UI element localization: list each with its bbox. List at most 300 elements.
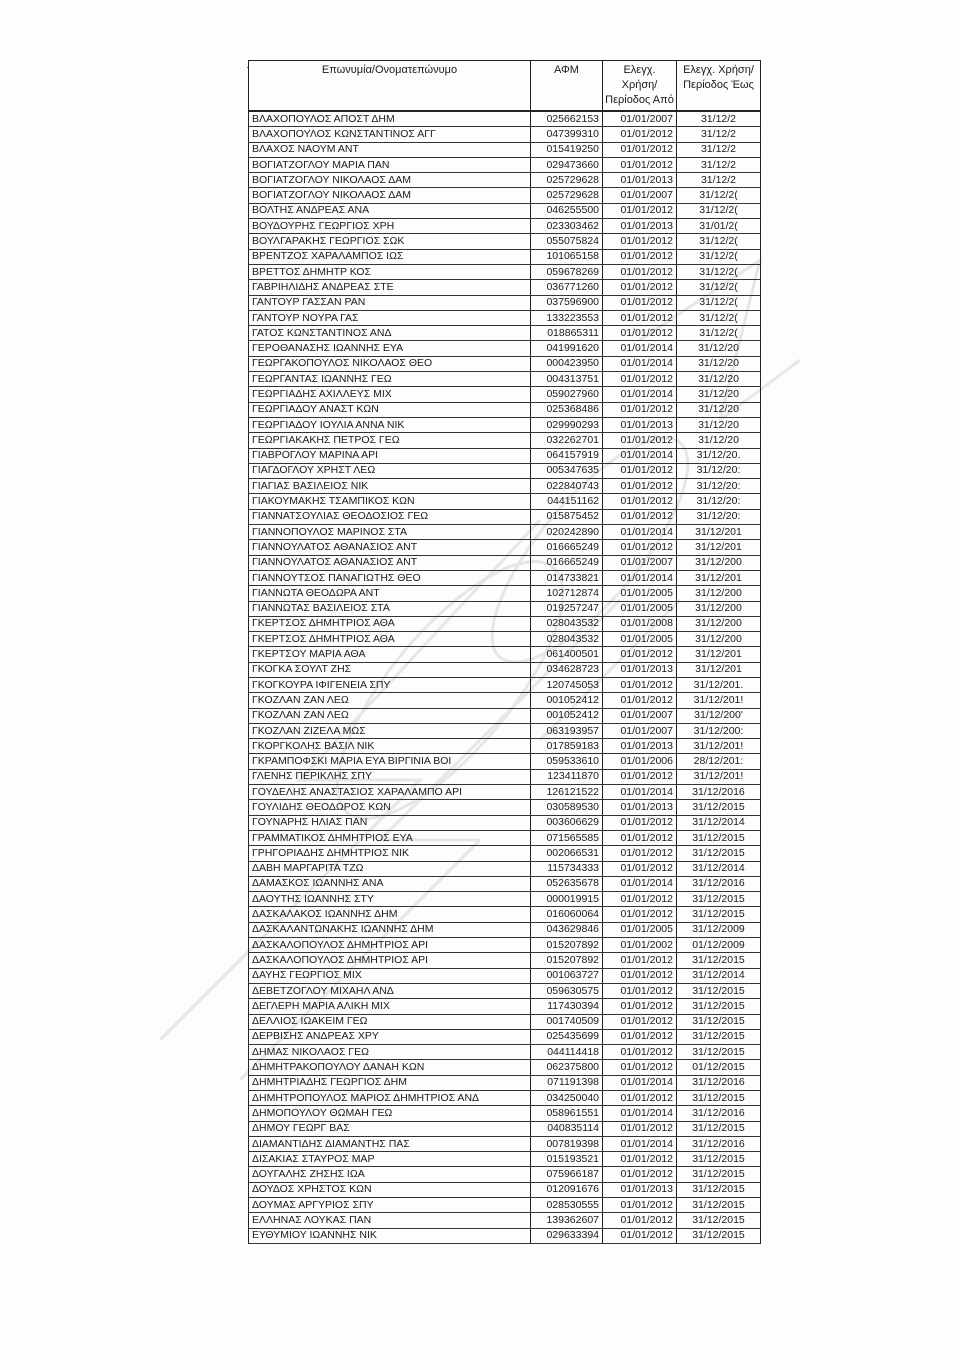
cell-from: 01/01/2014 <box>603 387 677 402</box>
cell-to: 31/12/2016 <box>677 876 761 891</box>
cell-to: 31/12/20 <box>677 356 761 371</box>
cell-name: ΓΕΩΡΓΑΚΟΠΟΥΛΟΣ ΝΙΚΟΛΑΟΣ ΘΕΟ <box>249 356 531 371</box>
cell-to: 31/12/2014 <box>677 861 761 876</box>
cell-to: 31/12/2016 <box>677 785 761 800</box>
cell-from: 01/01/2002 <box>603 938 677 953</box>
cell-name: ΓΙΑΝΝΩΤΑΣ ΒΑΣΙΛΕΙΟΣ ΣΤΑ <box>249 601 531 616</box>
table-row <box>249 356 761 371</box>
cell-afm: 101065158 <box>531 249 603 264</box>
cell-afm: 007819398 <box>531 1136 603 1151</box>
table-row <box>249 1045 761 1060</box>
cell-from: 01/01/2012 <box>603 280 677 295</box>
cell-to: 31/12/20. <box>677 448 761 463</box>
cell-afm: 059630575 <box>531 983 603 998</box>
table-row <box>249 540 761 555</box>
cell-name: ΔΗΜΑΣ ΝΙΚΟΛΑΟΣ ΓΕΩ <box>249 1045 531 1060</box>
cell-afm: 061400501 <box>531 647 603 662</box>
cell-name: ΓΕΩΡΓΙΑΔΗΣ ΑΧΙΛΛΕΥΣ ΜΙΧ <box>249 387 531 402</box>
cell-to: 31/12/20: <box>677 479 761 494</box>
cell-afm: 029990293 <box>531 417 603 432</box>
cell-to: 31/12/2015 <box>677 892 761 907</box>
cell-to: 31/12/2016 <box>677 1106 761 1121</box>
cell-from: 01/01/2012 <box>603 1029 677 1044</box>
header-name: Επωνυμία/Ονοματεπώνυμο <box>249 61 531 112</box>
table-row <box>249 739 761 754</box>
cell-afm: 001063727 <box>531 968 603 983</box>
cell-afm: 123411870 <box>531 769 603 784</box>
cell-to: 31/12/200 <box>677 601 761 616</box>
table-row <box>249 509 761 524</box>
cell-to: 31/12/2( <box>677 295 761 310</box>
cell-afm: 025368486 <box>531 402 603 417</box>
cell-afm: 071565585 <box>531 830 603 845</box>
cell-afm: 022840743 <box>531 479 603 494</box>
cell-name: ΒΛΑΧΟΠΟΥΛΟΣ ΚΩΝΣΤΑΝΤΙΝΟΣ ΑΓΓ <box>249 127 531 142</box>
cell-to: 31/12/2 <box>677 127 761 142</box>
table-row <box>249 341 761 356</box>
cell-afm: 062375800 <box>531 1060 603 1075</box>
cell-from: 01/01/2012 <box>603 892 677 907</box>
cell-name: ΔΙΑΜΑΝΤΙΔΗΣ ΔΙΑΜΑΝΤΗΣ ΠΑΣ <box>249 1136 531 1151</box>
cell-from: 01/01/2012 <box>603 1060 677 1075</box>
cell-to: 31/12/20 <box>677 372 761 387</box>
cell-afm: 102712874 <box>531 586 603 601</box>
cell-from: 01/01/2013 <box>603 417 677 432</box>
table-row <box>249 157 761 172</box>
cell-to: 31/12/2( <box>677 310 761 325</box>
table-row <box>249 632 761 647</box>
cell-to: 31/12/2( <box>677 188 761 203</box>
table-row <box>249 402 761 417</box>
cell-to: 31/12/2( <box>677 234 761 249</box>
cell-afm: 028043532 <box>531 616 603 631</box>
table-row <box>249 249 761 264</box>
cell-from: 01/01/2008 <box>603 616 677 631</box>
cell-to: 31/12/2014 <box>677 968 761 983</box>
cell-name: ΕΛΛΗΝΑΣ ΛΟΥΚΑΣ ΠΑΝ <box>249 1213 531 1228</box>
cell-from: 01/01/2012 <box>603 234 677 249</box>
cell-name: ΓΚΟΡΓΚΟΛΗΣ ΒΑΣΙΛ ΝΙΚ <box>249 739 531 754</box>
cell-from: 01/01/2005 <box>603 632 677 647</box>
cell-from: 01/01/2012 <box>603 907 677 922</box>
cell-name: ΒΡΕΤΤΟΣ ΔΗΜΗΤΡ ΚΟΣ <box>249 264 531 279</box>
table-row <box>249 570 761 585</box>
cell-from: 01/01/2012 <box>603 968 677 983</box>
cell-to: 31/12/2016 <box>677 1136 761 1151</box>
table-row <box>249 463 761 478</box>
cell-name: ΔΗΜΟΠΟΥΛΟΥ ΘΩΜΑΗ ΓΕΩ <box>249 1106 531 1121</box>
cell-name: ΓΕΩΡΓΙΑΔΟΥ ΑΝΑΣΤ ΚΩΝ <box>249 402 531 417</box>
cell-from: 01/01/2013 <box>603 800 677 815</box>
cell-from: 01/01/2012 <box>603 677 677 692</box>
cell-to: 31/12/20 <box>677 433 761 448</box>
cell-afm: 034628723 <box>531 662 603 677</box>
table-row <box>249 219 761 234</box>
table-row <box>249 800 761 815</box>
cell-to: 31/12/2015 <box>677 907 761 922</box>
cell-from: 01/01/2007 <box>603 723 677 738</box>
cell-to: 31/12/20 <box>677 341 761 356</box>
cell-name: ΔΑΣΚΑΛΑΚΟΣ ΙΩΑΝΝΗΣ ΔΗΜ <box>249 907 531 922</box>
cell-from: 01/01/2012 <box>603 479 677 494</box>
cell-name: ΔΗΜΗΤΡΟΠΟΥΛΟΣ ΜΑΡΙΟΣ ΔΗΜΗΤΡΙΟΣ ΑΝΔ <box>249 1091 531 1106</box>
cell-to: 31/12/201! <box>677 769 761 784</box>
cell-to: 31/12/201 <box>677 662 761 677</box>
table-row <box>249 525 761 540</box>
cell-afm: 126121522 <box>531 785 603 800</box>
header-period-from: Ελεγχ. Χρήση/Περίοδος Από <box>603 61 677 112</box>
cell-from: 01/01/2012 <box>603 142 677 157</box>
cell-from: 01/01/2012 <box>603 402 677 417</box>
cell-from: 01/01/2014 <box>603 525 677 540</box>
cell-to: 31/12/2 <box>677 142 761 157</box>
cell-from: 01/01/2012 <box>603 1213 677 1228</box>
cell-to: 31/12/2015 <box>677 953 761 968</box>
cell-to: 31/12/201! <box>677 739 761 754</box>
cell-from: 01/01/2012 <box>603 1091 677 1106</box>
cell-name: ΓΚΟΖΛΑΝ ΖΙΖΕΛΑ ΜΩΣ <box>249 723 531 738</box>
cell-from: 01/01/2012 <box>603 983 677 998</box>
cell-name: ΓΕΡΟΘΑΝΑΣΗΣ ΙΩΑΝΝΗΣ ΕΥΑ <box>249 341 531 356</box>
cell-to: 31/12/2015 <box>677 1198 761 1213</box>
cell-from: 01/01/2012 <box>603 830 677 845</box>
cell-from: 01/01/2012 <box>603 127 677 142</box>
cell-name: ΔΑΣΚΑΛΟΠΟΥΛΟΣ ΔΗΜΗΤΡΙΟΣ ΑΡΙ <box>249 938 531 953</box>
cell-from: 01/01/2012 <box>603 1228 677 1243</box>
cell-to: 31/12/2015 <box>677 983 761 998</box>
table-row <box>249 1029 761 1044</box>
cell-from: 01/01/2012 <box>603 815 677 830</box>
table-row <box>249 968 761 983</box>
table-row <box>249 1152 761 1167</box>
table-row <box>249 448 761 463</box>
cell-from: 01/01/2007 <box>603 188 677 203</box>
cell-afm: 047399310 <box>531 127 603 142</box>
cell-afm: 000423950 <box>531 356 603 371</box>
cell-name: ΔΟΥΓΑΛΗΣ ΖΗΣΗΣ ΙΩΑ <box>249 1167 531 1182</box>
cell-name: ΓΕΩΡΓΙΑΔΟΥ ΙΟΥΛΙΑ ΑΝΝΑ ΝΙΚ <box>249 417 531 432</box>
table-row <box>249 1091 761 1106</box>
cell-from: 01/01/2014 <box>603 570 677 585</box>
cell-afm: 029473660 <box>531 157 603 172</box>
cell-afm: 133223553 <box>531 310 603 325</box>
cell-to: 31/12/20 <box>677 402 761 417</box>
table-row <box>249 647 761 662</box>
cell-name: ΓΚΕΡΤΣΟΥ ΜΑΡΙΑ ΑΘΑ <box>249 647 531 662</box>
cell-afm: 000019915 <box>531 892 603 907</box>
cell-name: ΓΙΑΒΡΟΓΛΟΥ ΜΑΡΙΝΑ ΑΡΙ <box>249 448 531 463</box>
cell-from: 01/01/2012 <box>603 1152 677 1167</box>
cell-afm: 046255500 <box>531 203 603 218</box>
cell-to: 31/12/2 <box>677 157 761 172</box>
cell-to: 31/12/200 <box>677 555 761 570</box>
cell-name: ΓΙΑΝΝΩΤΑ ΘΕΟΔΩΡΑ ΑΝΤ <box>249 586 531 601</box>
cell-name: ΓΟΥΔΕΛΗΣ ΑΝΑΣΤΑΣΙΟΣ ΧΑΡΑΛΑΜΠΟ ΑΡΙ <box>249 785 531 800</box>
table-row <box>249 907 761 922</box>
cell-name: ΔΑΣΚΑΛΟΠΟΥΛΟΣ ΔΗΜΗΤΡΙΟΣ ΑΡΙ <box>249 953 531 968</box>
cell-from: 01/01/2012 <box>603 249 677 264</box>
cell-from: 01/01/2007 <box>603 708 677 723</box>
cell-name: ΒΟΓΙΑΤΖΟΓΛΟΥ ΝΙΚΟΛΑΟΣ ΔΑΜ <box>249 173 531 188</box>
cell-afm: 059678269 <box>531 264 603 279</box>
table-row <box>249 295 761 310</box>
cell-to: 31/12/2016 <box>677 1075 761 1090</box>
cell-name: ΒΛΑΧΟΣ ΝΑΟΥΜ ΑΝΤ <box>249 142 531 157</box>
cell-name: ΓΑΝΤΟΥΡ ΝΟΥΡΑ ΓΑΣ <box>249 310 531 325</box>
data-sheet <box>248 60 760 1244</box>
cell-name: ΓΙΑΝΝΟΥΛΑΤΟΣ ΑΘΑΝΑΣΙΟΣ ΑΝΤ <box>249 555 531 570</box>
cell-afm: 015207892 <box>531 953 603 968</box>
cell-afm: 037596900 <box>531 295 603 310</box>
cell-to: 31/12/2( <box>677 249 761 264</box>
table-row <box>249 433 761 448</box>
scan-speck: · <box>246 62 249 72</box>
cell-to: 31/12/2015 <box>677 1213 761 1228</box>
cell-from: 01/01/2005 <box>603 922 677 937</box>
cell-from: 01/01/2014 <box>603 1106 677 1121</box>
cell-to: 31/12/2015 <box>677 1121 761 1136</box>
cell-from: 01/01/2012 <box>603 999 677 1014</box>
cell-afm: 019257247 <box>531 601 603 616</box>
cell-from: 01/01/2012 <box>603 157 677 172</box>
cell-afm: 036771260 <box>531 280 603 295</box>
table-row <box>249 616 761 631</box>
cell-name: ΓΡΗΓΟΡΙΑΔΗΣ ΔΗΜΗΤΡΙΟΣ ΝΙΚ <box>249 846 531 861</box>
cell-name: ΔΑΜΑΣΚΟΣ ΙΩΑΝΝΗΣ ΑΝΑ <box>249 876 531 891</box>
cell-afm: 004313751 <box>531 372 603 387</box>
cell-name: ΔΟΥΜΑΣ ΑΡΓΥΡΙΟΣ ΣΠΥ <box>249 1198 531 1213</box>
cell-afm: 017859183 <box>531 739 603 754</box>
cell-from: 01/01/2012 <box>603 846 677 861</box>
table-row <box>249 1228 761 1243</box>
cell-name: ΒΛΑΧΟΠΟΥΛΟΣ ΑΠΟΣΤ ΔΗΜ <box>249 111 531 127</box>
cell-from: 01/01/2012 <box>603 1121 677 1136</box>
cell-name: ΓΕΩΡΓΑΝΤΑΣ ΙΩΑΝΝΗΣ ΓΕΩ <box>249 372 531 387</box>
cell-afm: 115734333 <box>531 861 603 876</box>
cell-afm: 029633394 <box>531 1228 603 1243</box>
table-row <box>249 372 761 387</box>
cell-name: ΔΕΓΛΕΡΗ ΜΑΡΙΑ ΑΛΙΚΗ ΜΙΧ <box>249 999 531 1014</box>
cell-to: 31/12/2( <box>677 280 761 295</box>
cell-to: 31/12/2015 <box>677 1029 761 1044</box>
table-row <box>249 754 761 769</box>
cell-from: 01/01/2012 <box>603 1198 677 1213</box>
cell-to: 31/01/2( <box>677 219 761 234</box>
cell-to: 31/12/2015 <box>677 1045 761 1060</box>
cell-name: ΔΗΜΟΥ ΓΕΩΡΓ ΒΑΣ <box>249 1121 531 1136</box>
cell-afm: 139362607 <box>531 1213 603 1228</box>
cell-name: ΔΕΛΛΙΟΣ ΙΩΑΚΕΙΜ ΓΕΩ <box>249 1014 531 1029</box>
cell-from: 01/01/2012 <box>603 953 677 968</box>
table-row <box>249 677 761 692</box>
table-row <box>249 999 761 1014</box>
cell-name: ΓΙΑΓΔΟΓΛΟΥ ΧΡΗΣΤ ΛΕΩ <box>249 463 531 478</box>
cell-name: ΓΚΟΖΛΑΝ ΖΑΝ ΛΕΩ <box>249 693 531 708</box>
cell-name: ΕΥΘΥΜΙΟΥ ΙΩΑΝΝΗΣ ΝΙΚ <box>249 1228 531 1243</box>
cell-to: 31/12/2015 <box>677 1167 761 1182</box>
cell-from: 01/01/2012 <box>603 433 677 448</box>
cell-to: 31/12/2( <box>677 264 761 279</box>
table-row <box>249 280 761 295</box>
table-row <box>249 922 761 937</box>
cell-name: ΓΚΡΑΜΠΟΦΣΚΙ ΜΑΡΙΑ ΕΥΑ ΒΙΡΓΙΝΙΑ ΒΟΙ <box>249 754 531 769</box>
table-row <box>249 1106 761 1121</box>
cell-from: 01/01/2014 <box>603 1075 677 1090</box>
cell-name: ΒΟΥΛΓΑΡΑΚΗΣ ΓΕΩΡΓΙΟΣ ΣΩΚ <box>249 234 531 249</box>
header-period-to: Ελεγχ. Χρήση/Περίοδος Έως <box>677 61 761 112</box>
cell-from: 01/01/2014 <box>603 341 677 356</box>
table-row <box>249 1060 761 1075</box>
cell-name: ΓΚΟΖΛΑΝ ΖΑΝ ΛΕΩ <box>249 708 531 723</box>
cell-from: 01/01/2012 <box>603 326 677 341</box>
table-row <box>249 953 761 968</box>
table-row <box>249 769 761 784</box>
table-row <box>249 127 761 142</box>
cell-afm: 120745053 <box>531 677 603 692</box>
cell-afm: 058961551 <box>531 1106 603 1121</box>
table-row <box>249 1167 761 1182</box>
cell-to: 31/12/2015 <box>677 1182 761 1197</box>
cell-afm: 040835114 <box>531 1121 603 1136</box>
cell-to: 31/12/2015 <box>677 846 761 861</box>
cell-name: ΓΚΕΡΤΣΟΣ ΔΗΜΗΤΡΙΟΣ ΑΘΑ <box>249 632 531 647</box>
cell-afm: 016665249 <box>531 540 603 555</box>
cell-name: ΓΑΒΡΙΗΛΙΔΗΣ ΑΝΔΡΕΑΣ ΣΤΕ <box>249 280 531 295</box>
cell-afm: 043629846 <box>531 922 603 937</box>
cell-to: 31/12/2015 <box>677 1091 761 1106</box>
table-row <box>249 693 761 708</box>
cell-afm: 015419250 <box>531 142 603 157</box>
cell-to: 31/12/2015 <box>677 800 761 815</box>
table-row <box>249 861 761 876</box>
cell-afm: 001052412 <box>531 708 603 723</box>
cell-from: 01/01/2007 <box>603 555 677 570</box>
cell-from: 01/01/2012 <box>603 861 677 876</box>
table-row <box>249 586 761 601</box>
cell-name: ΓΚΟΓΚΟΥΡΑ ΙΦΙΓΕΝΕΙΑ ΣΠΥ <box>249 677 531 692</box>
cell-name: ΒΟΛΤΗΣ ΑΝΔΡΕΑΣ ΑΝΑ <box>249 203 531 218</box>
cell-to: 01/12/2015 <box>677 1060 761 1075</box>
table-row <box>249 234 761 249</box>
records-table <box>248 60 761 1244</box>
cell-from: 01/01/2012 <box>603 1014 677 1029</box>
cell-name: ΔΕΡΒΙΣΗΣ ΑΝΔΡΕΑΣ ΧΡΥ <box>249 1029 531 1044</box>
cell-afm: 025729628 <box>531 188 603 203</box>
cell-from: 01/01/2013 <box>603 219 677 234</box>
table-row <box>249 723 761 738</box>
cell-afm: 075966187 <box>531 1167 603 1182</box>
cell-name: ΓΑΤΟΣ ΚΩΝΣΤΑΝΤΙΝΟΣ ΑΝΔ <box>249 326 531 341</box>
cell-afm: 015193521 <box>531 1152 603 1167</box>
cell-name: ΔΑΥΗΣ ΓΕΩΡΓΙΟΣ ΜΙΧ <box>249 968 531 983</box>
cell-to: 31/12/201 <box>677 540 761 555</box>
cell-name: ΓΙΑΓΙΑΣ ΒΑΣΙΛΕΙΟΣ ΝΙΚ <box>249 479 531 494</box>
cell-from: 01/01/2012 <box>603 264 677 279</box>
cell-afm: 041991620 <box>531 341 603 356</box>
cell-name: ΔΑΟΥΤΗΣ ΙΩΑΝΝΗΣ ΣΤΥ <box>249 892 531 907</box>
cell-name: ΓΑΝΤΟΥΡ ΓΑΣΣΑΝ ΡΑΝ <box>249 295 531 310</box>
table-row <box>249 494 761 509</box>
table-row <box>249 1075 761 1090</box>
cell-from: 01/01/2005 <box>603 601 677 616</box>
cell-from: 01/01/2012 <box>603 463 677 478</box>
cell-to: 31/12/200: <box>677 723 761 738</box>
cell-to: 28/12/201: <box>677 754 761 769</box>
cell-afm: 002066531 <box>531 846 603 861</box>
cell-afm: 015875452 <box>531 509 603 524</box>
cell-from: 01/01/2013 <box>603 1182 677 1197</box>
table-row <box>249 479 761 494</box>
cell-afm: 015207892 <box>531 938 603 953</box>
cell-afm: 012091676 <box>531 1182 603 1197</box>
cell-name: ΔΑΒΗ ΜΑΡΓΑΡΙΤΑ ΤΖΩ <box>249 861 531 876</box>
cell-afm: 059027960 <box>531 387 603 402</box>
table-row <box>249 188 761 203</box>
cell-afm: 030589530 <box>531 800 603 815</box>
cell-name: ΔΙΣΑΚΙΑΣ ΣΤΑΥΡΟΣ ΜΑΡ <box>249 1152 531 1167</box>
cell-from: 01/01/2012 <box>603 203 677 218</box>
table-row <box>249 708 761 723</box>
cell-from: 01/01/2013 <box>603 173 677 188</box>
cell-name: ΓΛΕΝΗΣ ΠΕΡΙΚΛΗΣ ΣΠΥ <box>249 769 531 784</box>
cell-name: ΓΙΑΝΝΟΥΤΣΟΣ ΠΑΝΑΓΙΩΤΗΣ ΘΕΟ <box>249 570 531 585</box>
cell-afm: 052635678 <box>531 876 603 891</box>
cell-afm: 025662153 <box>531 111 603 127</box>
table-row <box>249 662 761 677</box>
table-row <box>249 264 761 279</box>
cell-afm: 018865311 <box>531 326 603 341</box>
cell-to: 31/12/2009 <box>677 922 761 937</box>
cell-name: ΓΟΥΛΙΔΗΣ ΘΕΟΔΩΡΟΣ ΚΩΝ <box>249 800 531 815</box>
table-row <box>249 846 761 861</box>
cell-to: 31/12/2( <box>677 203 761 218</box>
cell-to: 31/12/201! <box>677 693 761 708</box>
cell-afm: 020242890 <box>531 525 603 540</box>
cell-name: ΓΙΑΝΝΟΠΟΥΛΟΣ ΜΑΡΙΝΟΣ ΣΤΑ <box>249 525 531 540</box>
table-row <box>249 142 761 157</box>
cell-name: ΔΗΜΗΤΡΑΚΟΠΟΥΛΟΥ ΔΑΝΑΗ ΚΩΝ <box>249 1060 531 1075</box>
cell-to: 31/12/2015 <box>677 830 761 845</box>
table-row <box>249 1121 761 1136</box>
cell-to: 31/12/20: <box>677 463 761 478</box>
cell-afm: 014733821 <box>531 570 603 585</box>
cell-afm: 055075824 <box>531 234 603 249</box>
cell-from: 01/01/2013 <box>603 739 677 754</box>
cell-to: 31/12/201 <box>677 647 761 662</box>
cell-afm: 063193957 <box>531 723 603 738</box>
cell-from: 01/01/2013 <box>603 662 677 677</box>
table-row <box>249 1014 761 1029</box>
cell-from: 01/01/2012 <box>603 693 677 708</box>
table-row <box>249 815 761 830</box>
cell-from: 01/01/2012 <box>603 1045 677 1060</box>
cell-name: ΓΙΑΝΝΑΤΣΟΥΛΙΑΣ ΘΕΟΔΟΣΙΟΣ ΓΕΩ <box>249 509 531 524</box>
cell-to: 31/12/201 <box>677 525 761 540</box>
cell-to: 31/12/201. <box>677 677 761 692</box>
cell-to: 31/12/2( <box>677 326 761 341</box>
cell-afm: 028043532 <box>531 632 603 647</box>
cell-name: ΓΙΑΝΝΟΥΛΑΤΟΣ ΑΘΑΝΑΣΙΟΣ ΑΝΤ <box>249 540 531 555</box>
cell-afm: 071191398 <box>531 1075 603 1090</box>
cell-from: 01/01/2012 <box>603 509 677 524</box>
table-row <box>249 326 761 341</box>
cell-afm: 044114418 <box>531 1045 603 1060</box>
table-row <box>249 203 761 218</box>
table-row <box>249 938 761 953</box>
table-header-row <box>249 61 761 112</box>
cell-to: 31/12/2 <box>677 111 761 127</box>
table-row <box>249 601 761 616</box>
